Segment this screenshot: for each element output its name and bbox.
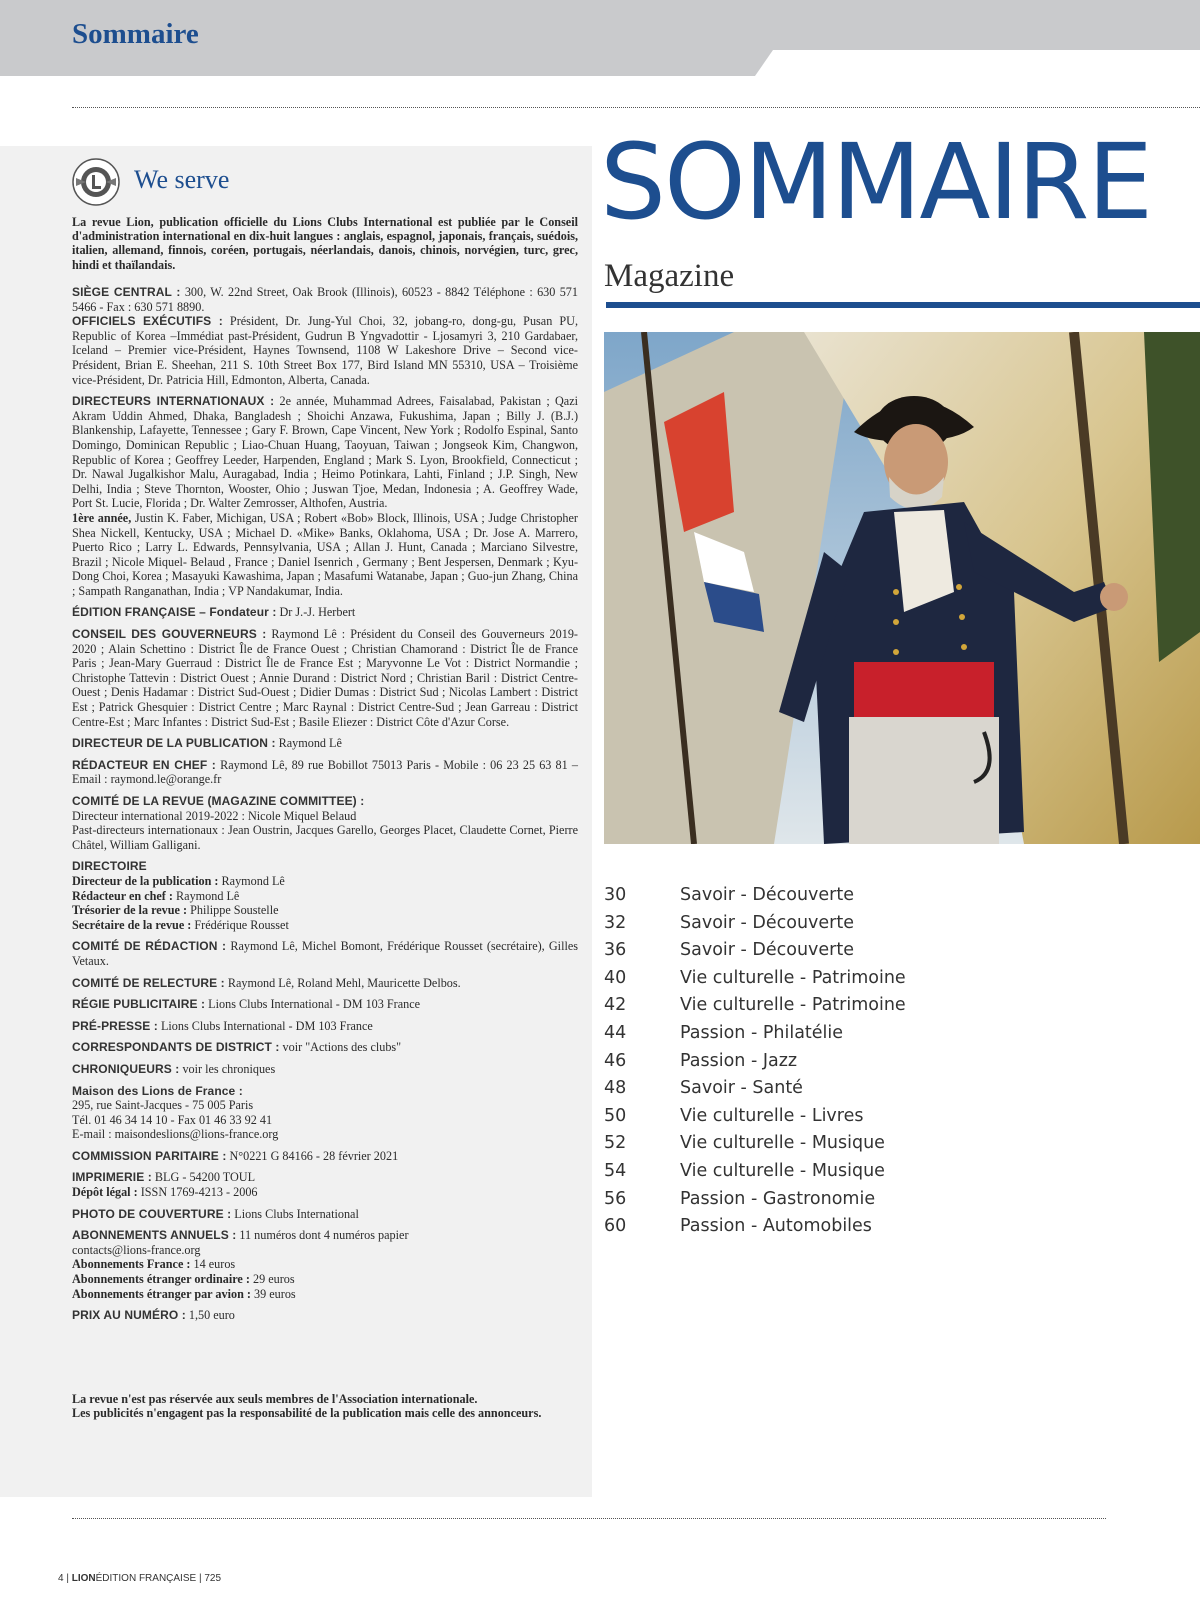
masthead-entry bbox=[72, 1170, 578, 1199]
toc-item[interactable] bbox=[604, 885, 1164, 913]
entry-text: Raymond Lê, Michel Bomont, Frédérique Rousset (secrétaire), Gilles Vetaux. bbox=[72, 939, 578, 968]
entry-text: 11 numéros dont 4 numéros papier bbox=[236, 1228, 409, 1243]
page-number: 4 bbox=[58, 1573, 64, 1584]
lions-logo-icon bbox=[72, 158, 120, 206]
masthead-entry bbox=[72, 939, 578, 968]
entry-label: COMITÉ DE RÉDACTION : bbox=[72, 939, 227, 954]
entry-line: 295, rue Saint-Jacques - 75 005 Paris bbox=[72, 1098, 254, 1113]
toc-item[interactable] bbox=[604, 1216, 1164, 1244]
toc-page-number: 56 bbox=[604, 1188, 627, 1209]
masthead-entry bbox=[72, 1308, 578, 1323]
footnote-line: Les publicités n'engagent pas la responsabilité de la publication mais celle des annonceurs. bbox=[72, 1406, 542, 1421]
toc-page-number: 30 bbox=[604, 885, 627, 905]
masthead-entries bbox=[72, 285, 578, 1330]
table-of-contents bbox=[604, 885, 1164, 1244]
entry-label: COMITÉ DE LA REVUE (MAGAZINE COMMITTEE) : bbox=[72, 794, 365, 808]
entry-text: Raymond Lê, 89 rue Bobillot 75013 Paris - Mobile : 06 23 25 63 81 – Email : raymond.le@orange.fr bbox=[72, 757, 578, 787]
line-value: Frédérique Rousset bbox=[191, 917, 289, 932]
divider bbox=[72, 1518, 1106, 1519]
toc-title: Savoir - Découverte bbox=[680, 940, 855, 961]
masthead-entry bbox=[72, 976, 578, 991]
masthead-entry bbox=[72, 758, 578, 787]
masthead-entry bbox=[72, 1019, 578, 1034]
entry-line bbox=[72, 1257, 578, 1272]
toc-item[interactable] bbox=[604, 1023, 1164, 1051]
entry-label: Maison des Lions de France : bbox=[72, 1083, 243, 1098]
line-value: Philippe Soustelle bbox=[187, 903, 279, 918]
pirate-photo-illustration bbox=[604, 332, 1200, 844]
masthead-entry bbox=[72, 1084, 578, 1142]
masthead-entry bbox=[72, 1062, 578, 1077]
masthead-entry bbox=[72, 736, 578, 751]
masthead-entry bbox=[72, 627, 578, 729]
entry-label: IMPRIMERIE : bbox=[72, 1170, 152, 1185]
entry-text: Raymond Lê bbox=[275, 736, 342, 751]
entry-label: OFFICIELS EXÉCUTIFS : bbox=[72, 314, 223, 329]
accent-rule bbox=[606, 302, 1200, 308]
footnote bbox=[72, 1392, 578, 1421]
entry-label: COMMISSION PARITAIRE : bbox=[72, 1148, 227, 1163]
toc-title: Vie culturelle - Patrimoine bbox=[680, 995, 906, 1016]
entry-text: Lions Clubs International - DM 103 France bbox=[205, 997, 421, 1012]
line-value: Raymond Lê bbox=[218, 873, 285, 888]
line-label: Secrétaire de la revue : bbox=[72, 917, 192, 932]
entry-text: 300, W. 22nd Street, Oak Brook (Illinois), 60523 - 8842 Téléphone : 630 571 5466 - Fax : 630 571 8890. bbox=[72, 285, 578, 314]
entry-line bbox=[72, 889, 578, 904]
toc-page-number: 42 bbox=[604, 995, 627, 1016]
toc-page-number: 52 bbox=[604, 1133, 627, 1154]
line-value: ISSN 1769-4213 - 2006 bbox=[137, 1185, 258, 1200]
toc-item[interactable] bbox=[604, 1189, 1164, 1217]
masthead-entry bbox=[72, 859, 578, 932]
toc-title: Passion - Automobiles bbox=[680, 1216, 872, 1237]
line-value: 29 euros bbox=[249, 1272, 295, 1287]
entry-line: Past-directeurs internationaux : Jean Oustrin, Jacques Garello, Georges Placet, Claudette Cornet, Pierre Châtel, William Galligani. bbox=[72, 823, 578, 852]
issue-number: 725 bbox=[204, 1573, 222, 1584]
footnote-line: La revue n'est pas réservée aux seuls membres de l'Association internationale. bbox=[72, 1392, 478, 1406]
entry-label: PRÉ-PRESSE : bbox=[72, 1018, 158, 1033]
toc-title: Passion - Philatélie bbox=[680, 1022, 844, 1043]
entry-line bbox=[72, 1272, 578, 1287]
cover-photo bbox=[604, 332, 1200, 844]
line-label: Directeur de la publication : bbox=[72, 873, 219, 888]
brand-name: LION bbox=[71, 1573, 96, 1584]
entry-label: CORRESPONDANTS DE DISTRICT : bbox=[72, 1040, 280, 1055]
entry-label: COMITÉ DE RELECTURE : bbox=[72, 975, 225, 990]
entry-label: DIRECTOIRE bbox=[72, 859, 147, 874]
toc-title: Savoir - Santé bbox=[680, 1078, 803, 1099]
masthead-entry bbox=[72, 794, 578, 852]
masthead-entry bbox=[72, 1040, 578, 1055]
entry-line bbox=[72, 874, 578, 889]
toc-page-number: 36 bbox=[604, 940, 627, 961]
entry-text: Lions Clubs International bbox=[231, 1206, 359, 1221]
line-label: Dépôt légal : bbox=[72, 1185, 138, 1200]
toc-item[interactable] bbox=[604, 913, 1164, 941]
toc-item[interactable] bbox=[604, 940, 1164, 968]
entry-line bbox=[72, 918, 578, 933]
entry-label: SIÈGE CENTRAL : bbox=[72, 285, 181, 299]
toc-item[interactable] bbox=[604, 1106, 1164, 1134]
line-value: 39 euros bbox=[250, 1286, 296, 1301]
entry-label: DIRECTEURS INTERNATIONAUX : bbox=[72, 394, 275, 409]
page-footer: 4 | LIONÉDITION FRANÇAISE | 725 bbox=[58, 1573, 222, 1584]
toc-item[interactable] bbox=[604, 1078, 1164, 1106]
entry-text: Lions Clubs International - DM 103 France bbox=[157, 1018, 373, 1033]
line-value: 14 euros bbox=[190, 1257, 236, 1272]
toc-title: Savoir - Découverte bbox=[680, 885, 855, 905]
entry-label: PHOTO DE COUVERTURE : bbox=[72, 1206, 232, 1221]
entry-line: Directeur international 2019-2022 : Nicole Miquel Belaud bbox=[72, 808, 357, 823]
toc-page-number: 60 bbox=[604, 1216, 627, 1237]
entry-text: BLG - 54200 TOUL bbox=[151, 1170, 256, 1185]
entry-text: Dr J.-J. Herbert bbox=[276, 605, 356, 620]
entry-label: PRIX AU NUMÉRO : bbox=[72, 1308, 186, 1323]
toc-item[interactable] bbox=[604, 1051, 1164, 1079]
entry-text: 1,50 euro bbox=[185, 1308, 235, 1323]
masthead-entry bbox=[72, 1149, 578, 1164]
toc-page-number: 50 bbox=[604, 1105, 627, 1126]
masthead-entry bbox=[72, 314, 578, 387]
edition-name: ÉDITION FRANÇAISE bbox=[95, 1573, 197, 1584]
toc-page-number: 54 bbox=[604, 1160, 627, 1181]
toc-title: Vie culturelle - Livres bbox=[680, 1105, 864, 1126]
section-title: Sommaire bbox=[72, 18, 199, 50]
toc-item[interactable] bbox=[604, 1161, 1164, 1189]
toc-title: Passion - Jazz bbox=[680, 1050, 798, 1071]
toc-title: Vie culturelle - Musique bbox=[680, 1160, 885, 1181]
line-label: Trésorier de la revue : bbox=[72, 903, 188, 918]
toc-item[interactable] bbox=[604, 1133, 1164, 1161]
toc-title: Savoir - Découverte bbox=[680, 912, 855, 933]
we-serve-title: We serve bbox=[134, 165, 230, 194]
entry-text: voir les chroniques bbox=[179, 1061, 276, 1076]
entry-text: Président, Dr. Jung-Yul Choi, 32, jobang-ro, dong-gu, Pusan PU, Republic of Korea –Immédiat past-Président, Gudrun B Yngvadottir - Ljosamyri 3, 210 Gardabaer, Iceland – Premier vice-Président, Haynes Townsend, 1108 W Lakeshore Drive – Second vice-Président, Brian E. Sheehan, 211 S. 10th Street Box 177, Bird Island MN 55310, USA – Troisième vice-Président, Dr. Patricia Hill, Edmonton, Alberta, Canada. bbox=[72, 314, 578, 387]
entry-text: N°0221 G 84166 - 28 février 2021 bbox=[226, 1148, 399, 1163]
intro-text: La revue Lion, publication officielle du Lions Clubs International est publiée par le Conseil d'administration international en dix-huit langues : anglais, espagnol, japonais, français, suédois, italien, allemand, finnois, coréen, portugais, néerlandais, danois, chinois, norvégien, turc, grec, hindi et thaïlandais. bbox=[72, 215, 578, 272]
toc-title: Vie culturelle - Musique bbox=[680, 1133, 885, 1154]
toc-page-number: 44 bbox=[604, 1022, 627, 1043]
line-label: Abonnements étranger par avion : bbox=[72, 1286, 251, 1301]
toc-title: Vie culturelle - Patrimoine bbox=[680, 967, 906, 988]
masthead-entry bbox=[72, 394, 578, 511]
entry-label: RÉGIE PUBLICITAIRE : bbox=[72, 997, 206, 1012]
entry-label: DIRECTEUR DE LA PUBLICATION : bbox=[72, 736, 276, 751]
toc-page-number: 48 bbox=[604, 1078, 627, 1099]
entry-sublabel: 1ère année, bbox=[72, 510, 132, 525]
entry-line: Tél. 01 46 34 14 10 - Fax 01 46 33 92 41 bbox=[72, 1112, 273, 1127]
entry-text: 2e année, Muhammad Adrees, Faisalabad, Pakistan ; Qazi Akram Uddin Ahmed, Dhaka, Bangladesh ; Shoichi Anzawa, Fukushima, Japan ; Billy J. (B.J.) Blankenship, Lafayette, Tennessee ; Gary F. Brown, Cape Vincent, New York ; Rodolfo Espinal, Santo Domingo, Dominican Republic ; Liao-Chuan Huang, Taoyuan, Taiwan ; Jongseok Kim, Changwon, Republic of Korea ; Geoffrey Leeder, Harpenden, England ; Mark S. Lyon, Brookfield, Connecticut ; Dr. Nawal Jugalkishor Malu, Auragabad, India ; Heimo Potinkara, Lahti, Finland ; J.P. Singh, New Delhi, India ; Steve Thornton, Wooster, Ohio ; Juswan Tjoe, Medan, Indonesia ; A. Geoffrey Wade, Port St. Lucie, Florida ; Dr. Walter Zemrosser, Althofen, Austria. bbox=[72, 394, 579, 511]
entry-text: voir "Actions des clubs" bbox=[279, 1040, 402, 1055]
masthead-entry bbox=[72, 511, 578, 599]
line-label: Abonnements France : bbox=[72, 1257, 191, 1272]
toc-item[interactable] bbox=[604, 968, 1164, 996]
line-label: Abonnements étranger ordinaire : bbox=[72, 1272, 250, 1287]
entry-label: CONSEIL DES GOUVERNEURS : bbox=[72, 627, 267, 642]
masthead-entry bbox=[72, 1207, 578, 1222]
big-title: SOMMAIRE bbox=[600, 121, 1152, 243]
entry-line bbox=[72, 1287, 578, 1302]
entry-line bbox=[72, 1185, 578, 1200]
entry-label: RÉDACTEUR EN CHEF : bbox=[72, 757, 216, 772]
divider bbox=[72, 107, 1200, 108]
line-value: Raymond Lê bbox=[172, 888, 240, 903]
toc-page-number: 40 bbox=[604, 967, 627, 988]
masthead-entry bbox=[72, 605, 578, 620]
toc-page-number: 46 bbox=[604, 1050, 627, 1071]
entry-line bbox=[72, 903, 578, 918]
entry-label: ABONNEMENTS ANNUELS : bbox=[72, 1228, 237, 1243]
entry-text: Raymond Lê, Roland Mehl, Mauricette Delbos. bbox=[224, 975, 461, 990]
entry-line: contacts@lions-france.org bbox=[72, 1242, 201, 1257]
masthead-entry bbox=[72, 1228, 578, 1301]
toc-page-number: 32 bbox=[604, 912, 627, 933]
entry-text: Raymond Lê : Président du Conseil des Gouverneurs 2019-2020 ; Alain Schettino : District Île de France Ouest ; Christian Chamorand : District Île de France Paris ; Jean-Mary Guerraud : District Île de France Est ; Maryvonne Le Vot : District Normandie ; Christophe Tattevin : District Ouest ; Annie Durand : District Nord ; Christian Baril : District Centre-Ouest ; Denis Hadamar : District Sud-Ouest ; Didier Dumas : District Sud ; Nicolas Lambert : District Est ; Patrick Ghesquier : District Centre ; Marc Raynal : District Centre-Sud ; Jean Garreau : District Centre-Est ; Marc Infantes : District Sud-Est ; Basile Eliezer : District Côte d'Azur Corse. bbox=[72, 627, 578, 729]
masthead-entry bbox=[72, 997, 578, 1012]
line-label: Rédacteur en chef : bbox=[72, 888, 173, 903]
entry-label: ÉDITION FRANÇAISE – Fondateur : bbox=[72, 605, 277, 620]
entry-line: E-mail : maisondeslions@lions-france.org bbox=[72, 1127, 279, 1142]
subtitle: Magazine bbox=[604, 258, 735, 294]
masthead-entry bbox=[72, 285, 578, 314]
entry-label: CHRONIQUEURS : bbox=[72, 1061, 180, 1076]
entry-text: Justin K. Faber, Michigan, USA ; Robert «Bob» Block, Illinois, USA ; Judge Christopher Shea Nickell, Kentucky, USA ; Michael D. «Mike» Banks, Oklahoma, USA ; Dr. Jose A. Marrero, Puerto Rico ; Larry L. Edwards, Pennsylvania, USA ; Allan J. Hunt, Canada ; Marciano Silvestre, Brazil ; Nicole Miquel- Belaud , France ; Daniel Isenrich , Germany ; Bent Jespersen, Denmark ; Kyu-Dong Choi, Korea ; Masayuki Kawashima, Japan ; Masafumi Watanabe, Japan ; Guo-jun Zhang, China ; Sampath Ranganathan, India ; VP Nandakumar, India. bbox=[72, 510, 578, 598]
toc-title: Passion - Gastronomie bbox=[680, 1188, 876, 1209]
toc-item[interactable] bbox=[604, 995, 1164, 1023]
